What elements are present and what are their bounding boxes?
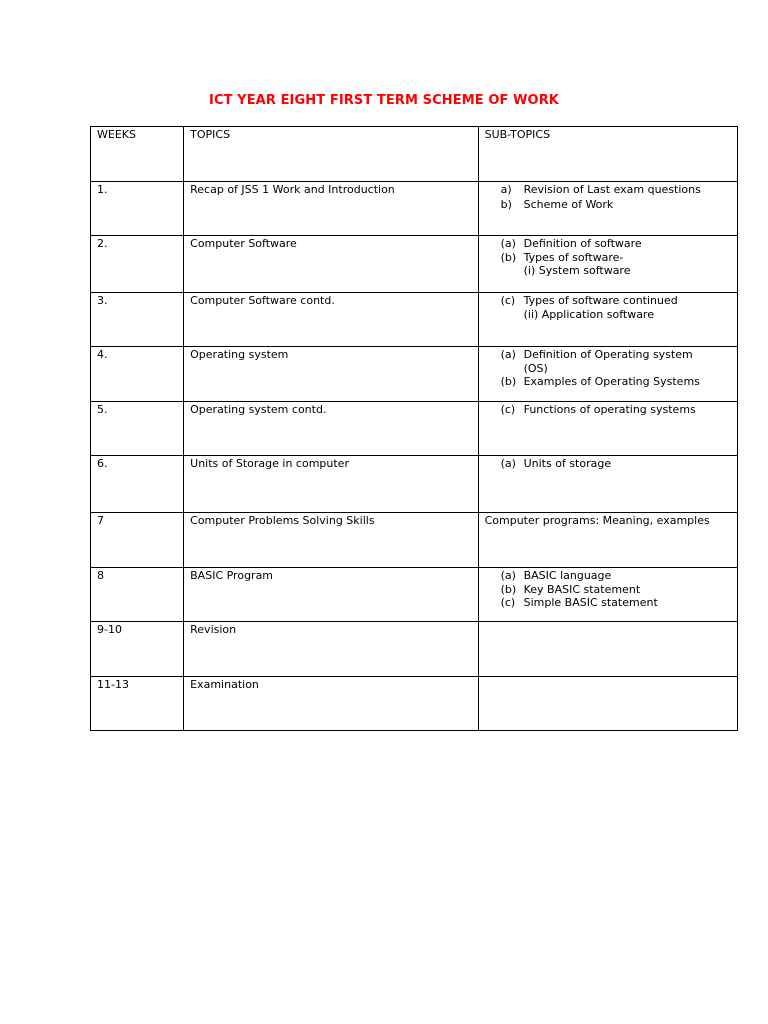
subtopic-text: Types of software-: [523, 250, 624, 264]
week-cell: [91, 513, 184, 568]
subtopic-list: [479, 402, 737, 417]
week-cell: [91, 622, 184, 677]
subtopic-list: [479, 568, 737, 610]
subtopic-marker: (b): [500, 250, 517, 264]
subtopics-cell: [478, 456, 737, 513]
subtopic-text: (i) System software: [523, 264, 631, 277]
subtopic-text: Computer programs: Meaning, examples: [484, 514, 710, 527]
subtopic-text: Revision of Last exam questions: [523, 183, 701, 196]
subtopic-item: [501, 362, 737, 376]
week-label: 8: [97, 569, 104, 582]
table-row: [91, 513, 738, 568]
subtopic-list: [479, 347, 737, 389]
header-subtopics-label: SUB-TOPICS: [484, 128, 551, 141]
table-row: [91, 236, 738, 293]
subtopic-marker: (c): [500, 596, 516, 609]
week-cell: [91, 677, 184, 731]
subtopics-cell: [478, 182, 737, 236]
week-cell: [91, 456, 184, 513]
subtopic-item: [501, 375, 737, 389]
header-topics-label: TOPICS: [190, 128, 231, 141]
subtopic-text: Key BASIC statement: [523, 582, 641, 596]
subtopic-item: [501, 264, 737, 278]
table-row: [91, 182, 738, 236]
subtopic-item: [501, 294, 737, 308]
subtopic-text: Simple BASIC statement: [523, 596, 658, 609]
subtopic-text: (OS): [523, 361, 548, 375]
week-label: 11-13: [97, 678, 129, 691]
subtopic-text: Functions of operating systems: [523, 403, 696, 416]
table-row: [91, 622, 738, 677]
topic-label: Examination: [190, 678, 259, 691]
subtopic-marker: (c): [500, 403, 516, 416]
week-label: 4.: [97, 348, 108, 361]
subtopic-text: Definition of Operating system: [523, 348, 693, 361]
subtopic-item: [501, 348, 737, 362]
topic-label: Computer Software contd.: [190, 294, 335, 307]
subtopic-item: [501, 251, 737, 265]
topic-label: Revision: [190, 623, 237, 636]
table-row: [91, 568, 738, 622]
topic-label: BASIC Program: [190, 569, 274, 582]
subtopic-marker: [501, 362, 524, 376]
topic-cell: [184, 347, 478, 402]
topic-cell: [184, 456, 478, 513]
topic-label: Computer Software: [190, 237, 297, 250]
subtopic-text: Examples of Operating Systems: [523, 375, 700, 388]
header-weeks: [91, 127, 184, 182]
subtopic-marker: (a): [500, 348, 516, 361]
topic-cell: [184, 402, 478, 456]
header-topics: [184, 127, 478, 182]
header-subtopics: [478, 127, 737, 182]
week-label: 7: [97, 514, 104, 527]
scheme-table: [90, 126, 738, 731]
subtopic-marker: (a): [500, 237, 516, 250]
topic-cell: [184, 568, 478, 622]
subtopic-item: [501, 237, 737, 251]
topic-label: Operating system: [190, 348, 289, 361]
subtopic-text: Scheme of Work: [523, 197, 614, 211]
subtopic-item: [501, 457, 737, 471]
subtopic-marker: b): [500, 197, 512, 211]
subtopic-marker: (b): [500, 582, 517, 596]
week-cell: [91, 347, 184, 402]
topic-label: Operating system contd.: [190, 403, 327, 416]
subtopic-item: [501, 183, 737, 197]
subtopic-list: [479, 182, 737, 211]
table-row: [91, 293, 738, 347]
subtopic-text: Definition of software: [523, 237, 642, 250]
subtopic-marker: (b): [500, 375, 517, 388]
week-cell: [91, 293, 184, 347]
subtopic-text: BASIC language: [523, 569, 612, 582]
subtopic-item: [501, 308, 737, 322]
subtopics-cell: [478, 347, 737, 402]
week-label: 6.: [97, 457, 108, 470]
subtopic-marker: [501, 264, 524, 278]
week-label: 5.: [97, 403, 108, 416]
subtopic-text: Units of storage: [523, 457, 612, 470]
subtopic-marker: [501, 308, 524, 322]
week-label: 2.: [97, 237, 108, 250]
subtopics-cell: [478, 293, 737, 347]
table-row: [91, 456, 738, 513]
week-cell: [91, 182, 184, 236]
subtopics-cell: [478, 677, 737, 731]
subtopics-cell: [478, 236, 737, 293]
subtopic-list: [479, 236, 737, 278]
topic-cell: [184, 677, 478, 731]
topic-cell: [184, 182, 478, 236]
week-label: 1.: [97, 183, 108, 196]
week-cell: [91, 568, 184, 622]
subtopic-marker: (a): [500, 569, 516, 582]
header-weeks-label: WEEKS: [97, 128, 136, 141]
subtopics-cell: [478, 402, 737, 456]
table-header-row: [91, 127, 738, 182]
subtopic-text: Types of software continued: [523, 294, 678, 307]
week-cell: [91, 402, 184, 456]
subtopic-item: [501, 198, 737, 212]
subtopic-list: [479, 456, 737, 471]
topic-label: Units of Storage in computer: [190, 457, 349, 470]
topic-cell: [184, 622, 478, 677]
topic-cell: [184, 513, 478, 568]
week-label: 3.: [97, 294, 108, 307]
subtopics-cell: [478, 622, 737, 677]
subtopics-cell: [478, 568, 737, 622]
subtopic-marker: (c): [500, 294, 516, 307]
subtopics-cell: [478, 513, 737, 568]
topic-label: Computer Problems Solving Skills: [190, 514, 375, 527]
subtopic-item: [501, 569, 737, 583]
subtopic-item: [501, 583, 737, 597]
subtopic-item: [501, 596, 737, 610]
subtopic-marker: a): [500, 183, 512, 196]
subtopic-marker: (a): [500, 457, 516, 470]
table-row: [91, 402, 738, 456]
week-cell: [91, 236, 184, 293]
topic-cell: [184, 293, 478, 347]
topic-label: Recap of JSS 1 Work and Introduction: [190, 183, 395, 196]
subtopic-item: [501, 403, 737, 417]
page-title: ICT YEAR EIGHT FIRST TERM SCHEME OF WORK: [209, 93, 559, 108]
week-label: 9-10: [97, 623, 122, 636]
subtopic-text: (ii) Application software: [523, 307, 654, 321]
subtopic-list: [479, 293, 737, 321]
table-row: [91, 347, 738, 402]
table-row: [91, 677, 738, 731]
topic-cell: [184, 236, 478, 293]
